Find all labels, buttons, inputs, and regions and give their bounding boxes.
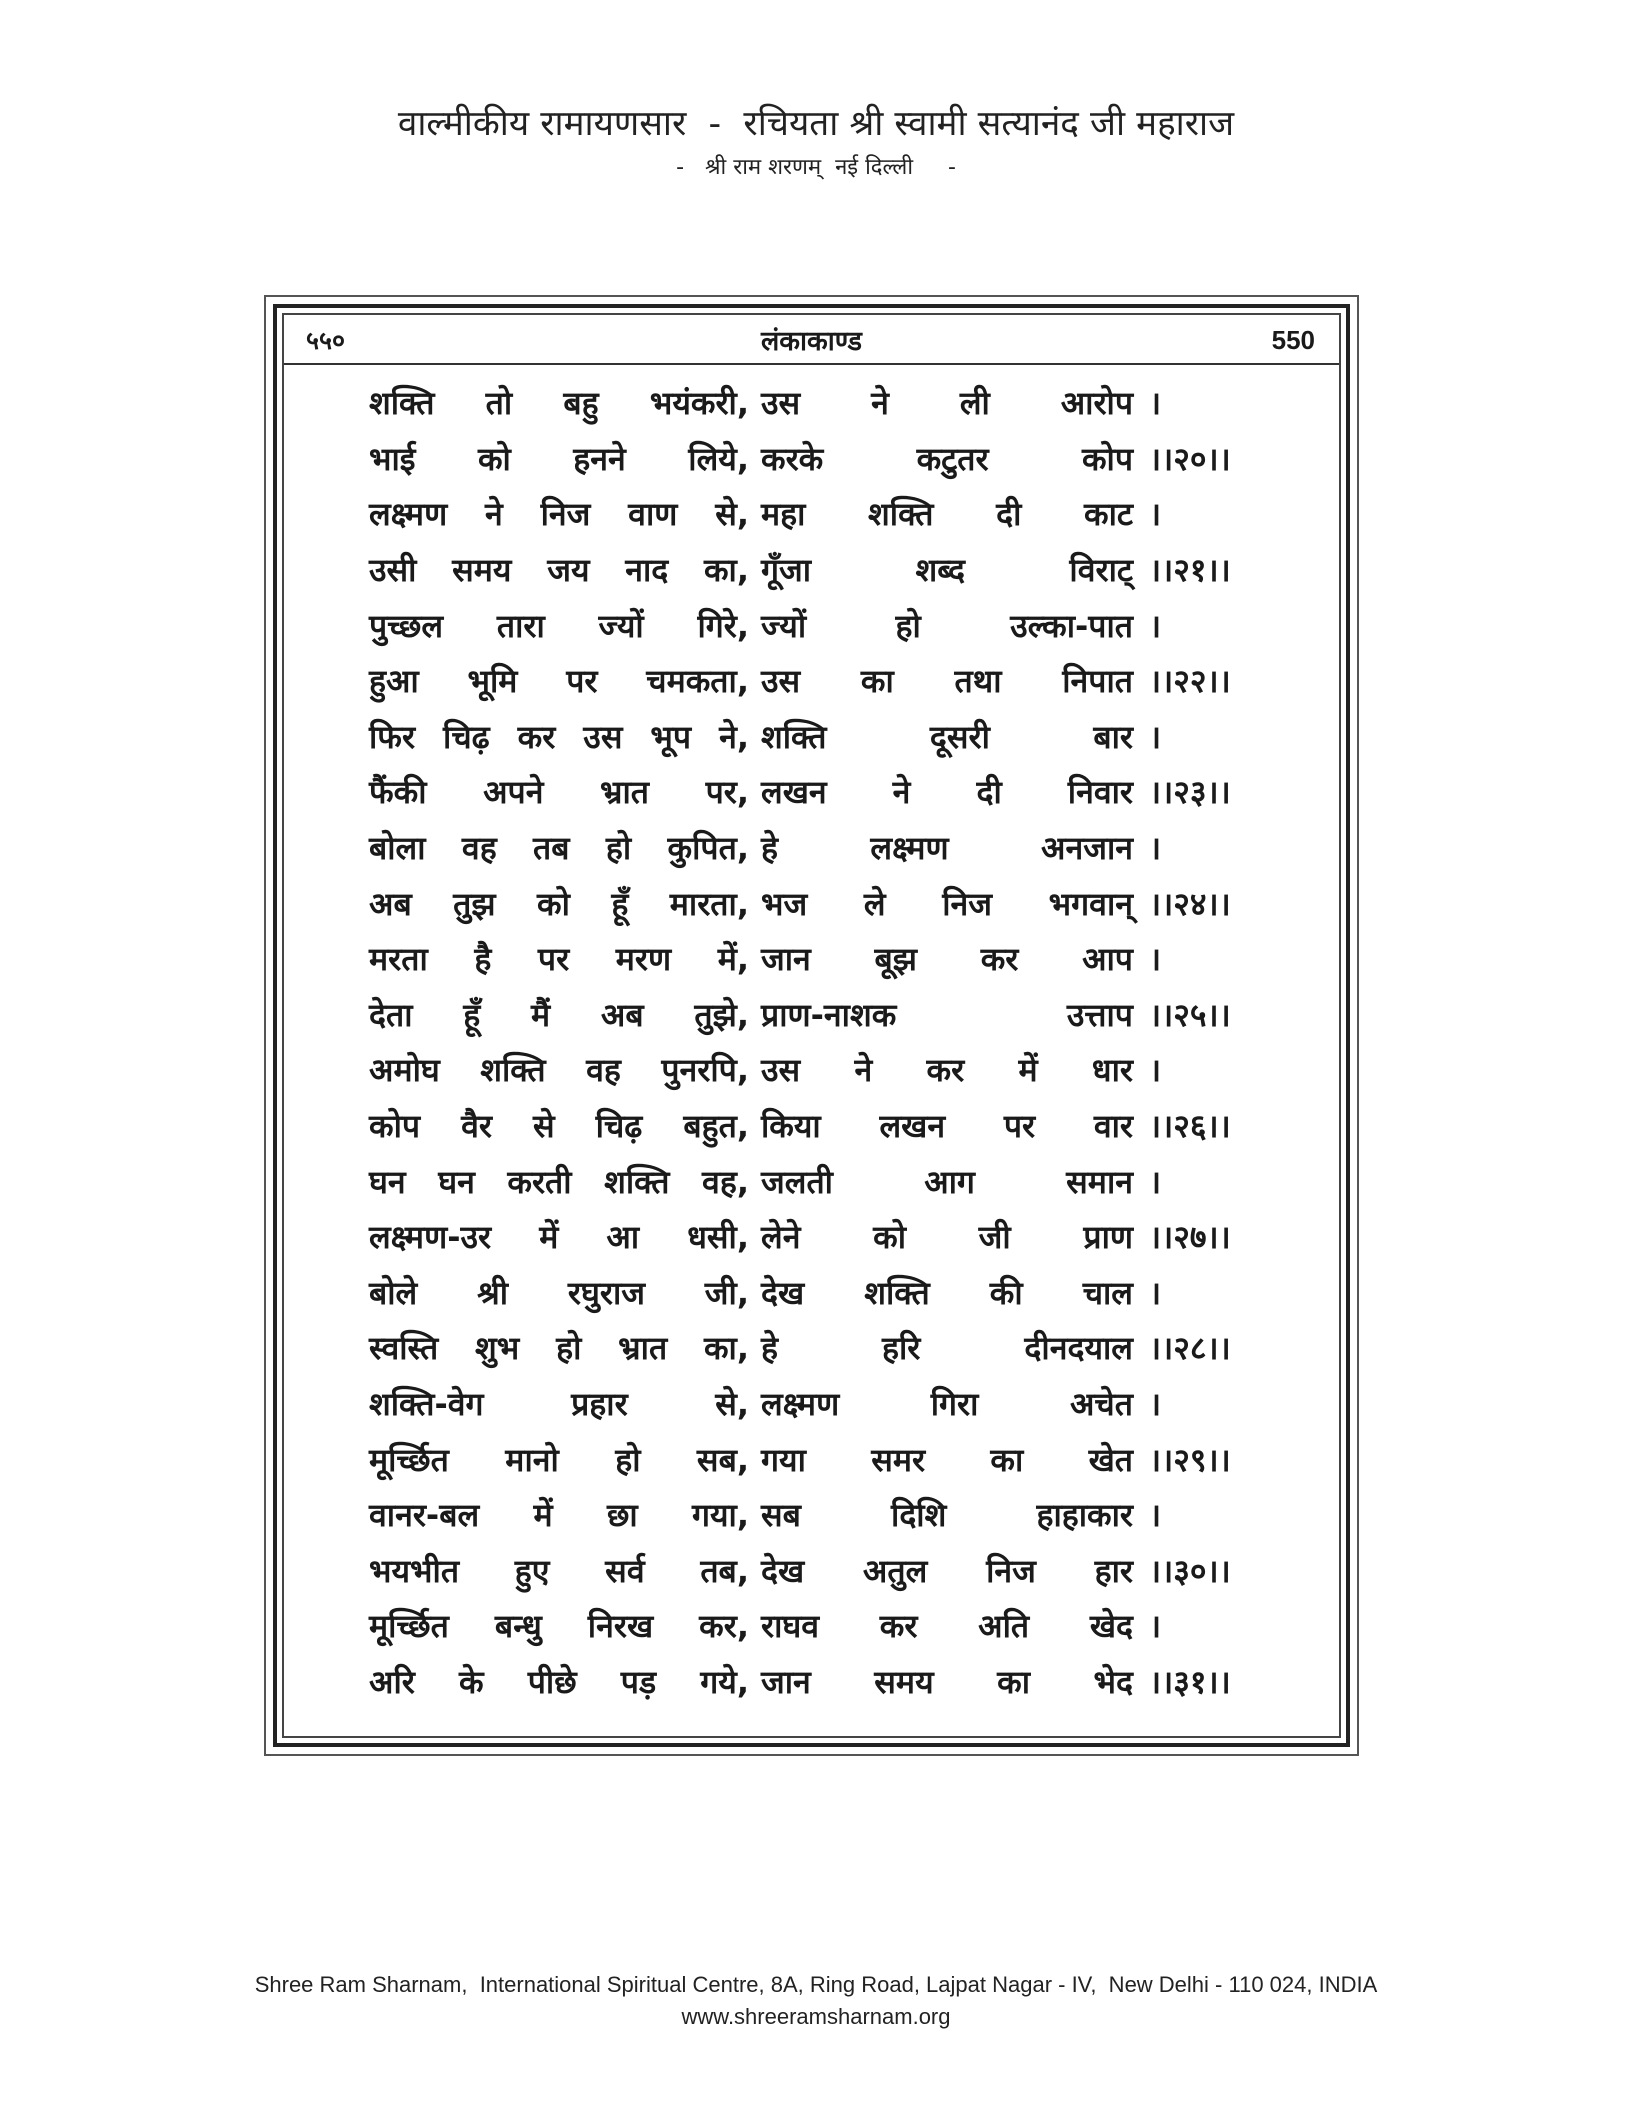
verse-line <box>369 931 1269 987</box>
verse-mark: । <box>1149 1162 1162 1201</box>
verse-line <box>369 1376 1269 1432</box>
verse-mark: ।।२६।। <box>1149 1107 1231 1146</box>
verse-mark: । <box>1149 940 1162 979</box>
verse-mark: ।।२२।। <box>1149 662 1231 701</box>
verse-first-half: पुच्छल तारा ज्यों गिरे, <box>369 606 749 645</box>
verse-mark: । <box>1149 1051 1162 1090</box>
verse-line <box>369 1209 1269 1265</box>
verse-second-half: देख अतुल निज हार <box>761 1551 1133 1590</box>
verse-line <box>369 1542 1269 1598</box>
verse-first-half: फिर चिढ़ कर उस भूप ने, <box>369 717 749 756</box>
verse-second-half: भज ले निज भगवान् <box>761 884 1133 923</box>
verse-first-half: वानर-बल में छा गया, <box>369 1496 749 1535</box>
verse-mark: ।।२३।। <box>1149 773 1231 812</box>
verse-line <box>369 764 1269 820</box>
verse-mark: ।।३१।। <box>1149 1662 1231 1701</box>
page-content-box <box>282 313 1341 1738</box>
verse-mark: । <box>1149 1607 1162 1646</box>
verse-line <box>369 1098 1269 1154</box>
verse-mark: । <box>1149 384 1162 423</box>
verse-second-half: उस का तथा निपात <box>761 662 1133 701</box>
verse-first-half: कोप वैर से चिढ़ बहुत, <box>369 1107 749 1146</box>
verse-second-half: करके कटुतर कोप <box>761 439 1133 478</box>
footer-website: www.shreeramsharnam.org <box>681 2004 951 2029</box>
verse-first-half: अमोघ शक्ति वह पुनरपि, <box>369 1051 749 1090</box>
verse-line <box>369 987 1269 1043</box>
verse-mark: । <box>1149 606 1162 645</box>
verse-second-half: उस ने ली आरोप <box>761 384 1133 423</box>
page-heading-bar <box>284 315 1339 365</box>
verse-second-half: उस ने कर में धार <box>761 1051 1133 1090</box>
verse-second-half: लखन ने दी निवार <box>761 773 1133 812</box>
verse-list <box>369 375 1269 1709</box>
kand-title: लंकाकाण्ड <box>760 326 863 357</box>
verse-line <box>369 1042 1269 1098</box>
verse-second-half: सब दिशि हाहाकार <box>761 1496 1133 1535</box>
verse-mark: । <box>1149 495 1162 534</box>
verse-second-half: ज्यों हो उल्का-पात <box>761 606 1133 645</box>
verse-first-half: लक्ष्मण-उर में आ धसी, <box>369 1218 749 1257</box>
verse-second-half: लक्ष्मण गिरा अचेत <box>761 1384 1133 1423</box>
verse-first-half: स्वस्ति शुभ हो भ्रात का, <box>369 1329 749 1368</box>
verse-mark: ।।२९।। <box>1149 1440 1231 1479</box>
verse-line <box>369 431 1269 487</box>
verse-second-half: हे लक्ष्मण अनजान <box>761 829 1133 868</box>
verse-first-half: देता हूँ मैं अब तुझे, <box>369 995 749 1034</box>
verse-second-half: गूँजा शब्द विराट् <box>761 551 1133 590</box>
verse-first-half: शक्ति-वेग प्रहार से, <box>369 1384 749 1423</box>
verse-mark: । <box>1149 1496 1162 1535</box>
verse-mark: । <box>1149 1273 1162 1312</box>
document-footer <box>0 1969 1632 2033</box>
verse-line <box>369 1431 1269 1487</box>
verse-first-half: भयभीत हुए सर्व तब, <box>369 1551 749 1590</box>
verse-second-half: देख शक्ति की चाल <box>761 1273 1133 1312</box>
verse-line <box>369 542 1269 598</box>
verse-mark: ।।२८।। <box>1149 1329 1231 1368</box>
verse-first-half: फैंकी अपने भ्रात पर, <box>369 773 749 812</box>
verse-mark: ।।२०।। <box>1149 439 1231 478</box>
footer-address: Shree Ram Sharnam, International Spiritual Centre, 8A, Ring Road, Lajpat Nagar - IV, New Delhi - 110 024, INDIA <box>254 1972 1378 1997</box>
verse-line <box>369 820 1269 876</box>
verse-line <box>369 1320 1269 1376</box>
verse-first-half: लक्ष्मण ने निज वाण से, <box>369 495 749 534</box>
verse-first-half: घन घन करती शक्ति वह, <box>369 1162 749 1201</box>
verse-second-half: प्राण-नाशक उत्ताप <box>761 995 1133 1034</box>
verse-line <box>369 1265 1269 1321</box>
verse-first-half: शक्ति तो बहु भयंकरी, <box>369 384 749 423</box>
verse-line <box>369 375 1269 431</box>
document-title: वाल्मीकीय रामायणसार - रचियता श्री स्वामी सत्यानंद जी महाराज <box>397 104 1235 144</box>
verse-first-half: उसी समय जय नाद का, <box>369 551 749 590</box>
verse-first-half: अब तुझ को हूँ मारता, <box>369 884 749 923</box>
verse-line <box>369 1598 1269 1654</box>
verse-second-half: शक्ति दूसरी बार <box>761 717 1133 756</box>
verse-second-half: गया समर का खेत <box>761 1440 1133 1479</box>
verse-mark: ।।३०।। <box>1149 1551 1231 1590</box>
page-number: 550 <box>1271 325 1315 355</box>
verse-first-half: अरि के पीछे पड़ गये, <box>369 1662 749 1701</box>
verse-mark: । <box>1149 1384 1162 1423</box>
verse-first-half: बोला वह तब हो कुपित, <box>369 829 749 868</box>
verse-second-half: राघव कर अति खेद <box>761 1607 1133 1646</box>
verse-second-half: जलती आग समान <box>761 1162 1133 1201</box>
page-frame-border <box>273 304 1350 1747</box>
verse-first-half: बोले श्री रघुराज जी, <box>369 1273 749 1312</box>
verse-line <box>369 1487 1269 1543</box>
verse-second-half: हे हरि दीनदयाल <box>761 1329 1133 1368</box>
verse-mark: ।।२५।। <box>1149 995 1231 1034</box>
verse-mark: ।।२१।। <box>1149 551 1231 590</box>
verse-mark: ।।२४।। <box>1149 884 1231 923</box>
verse-mark: । <box>1149 717 1162 756</box>
verse-first-half: मूर्च्छित बन्धु निरख कर, <box>369 1607 749 1646</box>
verse-first-half: मरता है पर मरण में, <box>369 940 749 979</box>
verse-first-half: हुआ भूमि पर चमकता, <box>369 662 749 701</box>
verse-first-half: मूर्च्छित मानो हो सब, <box>369 1440 749 1479</box>
verse-second-half: लेने को जी प्राण <box>761 1218 1133 1257</box>
verse-second-half: जान समय का भेद <box>761 1662 1133 1701</box>
verse-line <box>369 875 1269 931</box>
page-number-hindi: ५५० <box>306 326 346 355</box>
verse-first-half: भाई को हनने लिये, <box>369 439 749 478</box>
verse-line <box>369 709 1269 765</box>
verse-line <box>369 653 1269 709</box>
document-subtitle: - श्री राम शरणम् नई दिल्ली - <box>676 155 956 180</box>
verse-line <box>369 486 1269 542</box>
verse-line <box>369 1654 1269 1710</box>
verse-second-half: किया लखन पर वार <box>761 1107 1133 1146</box>
verse-mark: । <box>1149 829 1162 868</box>
verse-mark: ।।२७।। <box>1149 1218 1231 1257</box>
verse-line <box>369 597 1269 653</box>
verse-second-half: महा शक्ति दी काट <box>761 495 1133 534</box>
verse-second-half: जान बूझ कर आप <box>761 940 1133 979</box>
document-header <box>0 100 1632 188</box>
verse-line <box>369 1153 1269 1209</box>
page-frame <box>264 295 1359 1756</box>
